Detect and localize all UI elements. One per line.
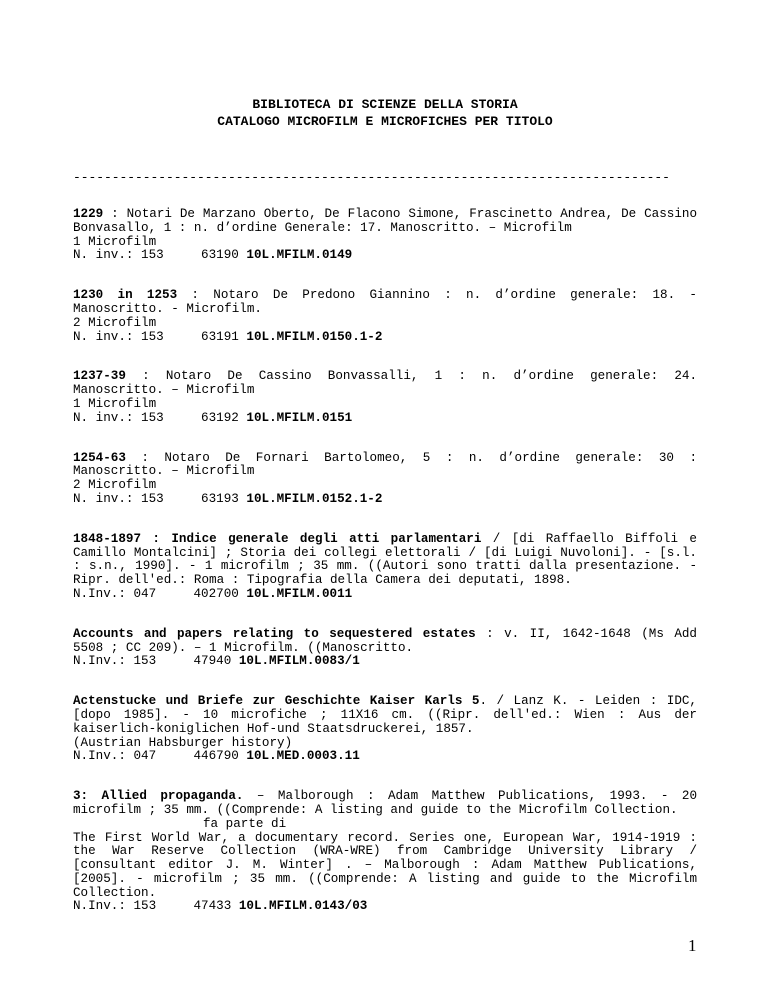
entry-inventory	[73, 900, 697, 914]
catalog-entry	[73, 289, 697, 344]
accession-number: 63190	[201, 248, 239, 263]
accession-number: 47433	[193, 899, 232, 914]
inventory-number: 047	[133, 586, 157, 601]
entry-part-of: fa parte di	[203, 816, 287, 831]
entry-inventory	[73, 493, 697, 507]
title-line-1: BIBLIOTECA DI SCIENZE DELLA STORIA	[252, 97, 518, 112]
document-page	[73, 96, 697, 914]
accession-number: 446790	[193, 749, 239, 764]
entry-inventory	[73, 331, 697, 345]
entry-description	[73, 208, 697, 236]
entry-text: – Malborough : Adam Matthew Publications, 1993. - 20 microfilm ; 35 mm. ((Comprende: A listing and guide to the Microfilm Collection.	[73, 789, 697, 817]
shelf-mark: 10L.MFILM.0151	[246, 410, 353, 425]
entry-note: (Austrian Habsburger history)	[73, 735, 293, 750]
inventory-label: N.Inv.:	[73, 586, 126, 601]
entry-inventory	[73, 588, 697, 602]
entry-description	[73, 289, 697, 317]
inventory-label: N. inv.:	[73, 491, 134, 506]
entry-text: / [di Raffaello Biffoli e Camillo Montalcini] ; Storia dei collegi elettorali / [di Luigi Nuvoloni]. - [s.l. : s.n., 1990]. - 1 microfilm ; 35 mm. ((Autori sono tratti dalla presentazione. - Ripr. dell'ed.: Roma : Tipografia della Camera dei deputati, 1898.	[73, 531, 697, 588]
inventory-number: 153	[141, 329, 164, 344]
entry-description	[73, 452, 697, 480]
page-title	[73, 96, 697, 130]
inventory-number: 047	[133, 749, 157, 764]
entry-description	[73, 695, 697, 736]
catalog-entry	[73, 628, 697, 669]
catalog-entry	[73, 695, 697, 764]
entry-lead: 1229	[73, 207, 104, 221]
inventory-label: N. inv.:	[73, 410, 134, 425]
entry-quantity: 1 Microfilm	[73, 234, 157, 249]
accession-number: 63193	[201, 491, 239, 506]
inventory-label: N. inv.:	[73, 248, 134, 263]
entry-text: : Notari De Marzano Oberto, De Flacono Simone, Frascinetto Andrea, De Cassino Bonvasallo, 1 : n. d’ordine Generale: 17. Manoscritto. – Microfilm	[73, 207, 697, 235]
shelf-mark: 10L.MFILM.0083/1	[238, 654, 360, 669]
catalog-entry	[73, 533, 697, 602]
entry-lead: 1254-63	[73, 450, 126, 465]
inventory-label: N.Inv.:	[73, 654, 126, 669]
inventory-number: 153	[133, 899, 157, 914]
entry-lead: Actenstucke und Briefe zur Geschichte Kaiser Karls 5	[73, 694, 480, 709]
page-number: 1	[688, 936, 697, 955]
entry-description	[73, 790, 697, 818]
inventory-label: N. inv.:	[73, 329, 134, 344]
entry-text: : v. II, 1642-1648 (Ms Add 5508 ; CC 209). – 1 Microfilm. ((Manoscritto.	[73, 626, 697, 655]
inventory-number: 153	[133, 654, 157, 669]
accession-number: 63192	[201, 410, 239, 425]
entry-lead: 1848-1897 : Indice generale degli atti parlamentari	[73, 531, 482, 546]
entry-inventory	[73, 249, 697, 263]
entry-inventory	[73, 412, 697, 426]
accession-number: 402700	[193, 586, 239, 601]
shelf-mark: 10L.MFILM.0152.1-2	[246, 491, 383, 506]
inventory-number: 153	[141, 491, 164, 506]
accession-number: 47940	[193, 654, 232, 669]
entry-lead: 1237-39	[73, 369, 126, 384]
inventory-number: 153	[141, 248, 164, 263]
entry-quantity: 1 Microfilm	[73, 396, 157, 411]
entry-inventory	[73, 750, 697, 764]
separator-rule: -----------------------------------------------------------------------------	[73, 170, 670, 185]
catalog-entry	[73, 370, 697, 425]
entry-quantity: 2 Microfilm	[73, 315, 157, 330]
entry-lead: 3: Allied propaganda.	[73, 789, 244, 804]
inventory-label: N.Inv.:	[73, 899, 126, 914]
accession-number: 63191	[201, 329, 239, 344]
entry-text: : Notaro De Fornari Bartolomeo, 5 : n. d’ordine generale: 30 : Manoscritto. – Microfilm	[73, 450, 697, 479]
catalog-entry	[73, 790, 697, 914]
title-line-2: CATALOGO MICROFILM E MICROFICHES PER TITOLO	[217, 114, 553, 129]
entry-description	[73, 628, 697, 656]
shelf-mark: 10L.MED.0003.11	[246, 749, 360, 764]
entry-series: The First World War, a documentary record. Series one, European War, 1914-1919 : the War Reserve Collection (WRA-WRE) from Cambridge University Library / [consultant editor J. M. Winter] . – Malborough : Adam Matthew Publications, [2005]. - microfilm ; 35 mm. ((Comprende: A listing and guide to the Microfilm Collection.	[73, 830, 697, 900]
entry-description	[73, 370, 697, 398]
shelf-mark: 10L.MFILM.0011	[246, 586, 353, 601]
entry-text: . / Lanz K. - Leiden : IDC, [dopo 1985]. - 10 microfiche ; 11X16 cm. ((Ripr. dell'ed.: Wien : Aus der kaiserlich-koniglichen Hof-und Staatsdruckerei, 1857.	[73, 694, 697, 736]
entry-quantity: 2 Microfilm	[73, 478, 157, 493]
entry-lead: 1230 in 1253	[73, 288, 178, 303]
entry-description	[73, 533, 697, 588]
entry-text: : Notaro De Cassino Bonvassalli, 1 : n. d’ordine generale: 24. Manoscritto. – Microfilm	[73, 369, 697, 398]
entry-inventory	[73, 655, 697, 669]
catalog-entry	[73, 208, 697, 263]
entry-text: : Notaro De Predono Giannino : n. d’ordine generale: 18. - Manoscritto. - Microfilm.	[73, 288, 697, 316]
shelf-mark: 10L.MFILM.0143/03	[238, 899, 368, 914]
inventory-label: N.Inv.:	[73, 749, 126, 764]
catalog-entry	[73, 452, 697, 507]
inventory-number: 153	[141, 410, 164, 425]
shelf-mark: 10L.MFILM.0150.1-2	[246, 329, 383, 344]
shelf-mark: 10L.MFILM.0149	[246, 248, 353, 263]
entry-lead: Accounts and papers relating to sequestered estates	[73, 626, 476, 641]
